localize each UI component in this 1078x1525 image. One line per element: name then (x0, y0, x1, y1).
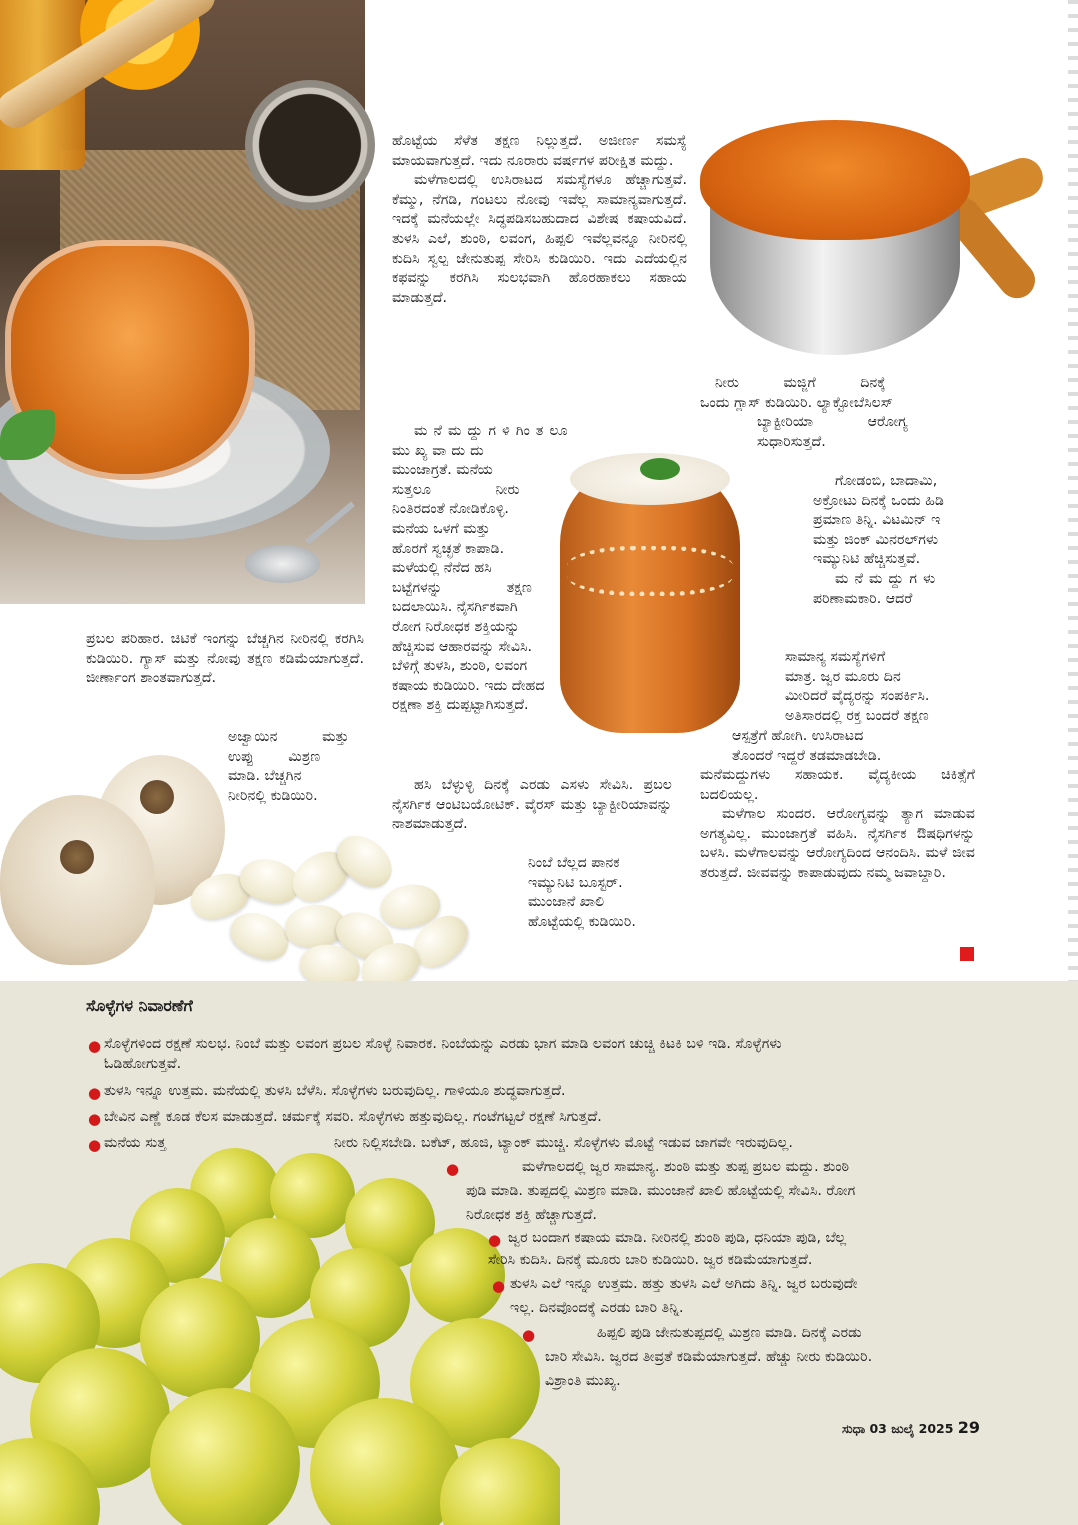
bullet-icon: ● (88, 1084, 102, 1102)
middle-line: ಮನೆಮದ್ದುಗಳಿಗಿಂತಲೂ (414, 423, 574, 439)
right-line: ತೊಂದರೆ ಇದ್ದರೆ ತಡಮಾಡಬೇಡಿ. (732, 747, 882, 764)
box-line: ಮನೆಯ ಸುತ್ತ (104, 1135, 166, 1151)
middle-line: ನಿಂತಿರದಂತೆ ನೋಡಿಕೊಳ್ಳಿ. (392, 501, 509, 518)
box-line: ಜ್ವರ ಬಂದಾಗ ಕಷಾಯ ಮಾಡಿ. ನೀರಿನಲ್ಲಿ ಶುಂಠಿ ಪುಡಿ, ಧನಿಯಾ ಪುಡಿ, ಬೆಲ್ಲ (508, 1230, 847, 1246)
right-column-bottom (700, 766, 975, 884)
middle-para-2: ಮಳೆಗಾಲದಲ್ಲಿ ಉಸಿರಾಟದ ಸಮಸ್ಯೆಗಳೂ ಹೆಚ್ಚಾಗುತ್ತವೆ. ಕೆಮ್ಮು, ನೆಗಡಿ, ಗಂಟಲು ನೋವು ಇವೆಲ್ಲ ಸಾಮಾನ್ಯವಾಗುತ್ತದೆ. ಇದಕ್ಕೆ ಮನೆಯಲ್ಲೇ ಸಿದ್ಧಪಡಿಸಬಹುದಾದ ವಿಶೇಷ ಕಷಾಯವಿದೆ. ತುಳಸಿ ಎಲೆ, ಶುಂಠಿ, ಲವಂಗ, ಹಿಪ್ಪಲಿ ಇವೆಲ್ಲವನ್ನೂ ನೀರಿನಲ್ಲಿ ಕುದಿಸಿ ಸ್ವಲ್ಪ ಜೇನುತುಪ್ಪ ಸೇರಿಸಿ ಕುಡಿಯಿರಿ. ಇದು ಎದೆಯಲ್ಲಿನ ಕಫವನ್ನು ಕರಗಿಸಿ ಸುಲಭವಾಗಿ ಹೊರಹಾಕಲು ಸಹಾಯ ಮಾಡುತ್ತದೆ. (392, 172, 687, 306)
middle-line: ಹೊರಗೆ ಸ್ವಚ್ಛತೆ ಕಾಪಾಡಿ. (392, 540, 505, 557)
bullet-icon: ● (88, 1136, 102, 1154)
middle-line: ಹೆಚ್ಚಿಸುವ ಆಹಾರವನ್ನು ಸೇವಿಸಿ. (392, 638, 533, 655)
bullet-icon: ● (522, 1326, 536, 1344)
left-line: ಮಾಡಿ. ಬೆಚ್ಚಗಿನ (228, 768, 302, 785)
page-footer (842, 1418, 980, 1437)
right-line: ಇಮ್ಯುನಿಟಿ ಹೆಚ್ಚಿಸುತ್ತವೆ. (813, 551, 921, 568)
box-line: ತುಳಸಿ ಎಲೆ ಇನ್ನೂ ಉತ್ತಮ. ಹತ್ತು ತುಳಸಿ ಎಲೆ ಅಗಿದು ತಿನ್ನಿ. ಜ್ವರ ಬರುವುದೇ (510, 1276, 858, 1292)
box-line: ಬೇವಿನ ಎಣ್ಣೆ ಕೂಡ ಕೆಲಸ ಮಾಡುತ್ತದೆ. ಚರ್ಮಕ್ಕೆ ಸವರಿ. ಸೊಳ್ಳೆಗಳು ಹತ್ತುವುದಿಲ್ಲ. ಗಂಟೆಗಟ್ಟಲೆ ರಕ್ಷಣೆ ಸಿಗುತ್ತದೆ. (104, 1109, 602, 1125)
box-line: ಹಿಪ್ಪಲಿ ಪುಡಿ ಜೇನುತುಪ್ಪದಲ್ಲಿ ಮಿಶ್ರಣ ಮಾಡಿ. ದಿನಕ್ಕೆ ಎರಡು (597, 1325, 862, 1341)
right-line: ಪರಿಣಾಮಕಾರಿ. ಆದರೆ (813, 590, 913, 607)
box-line: ತುಳಸಿ ಇನ್ನೂ ಉತ್ತಮ. ಮನೆಯಲ್ಲಿ ತುಳಸಿ ಬೆಳೆಸಿ. ಸೊಳ್ಳೆಗಳು ಬರುವುದಿಲ್ಲ. ಗಾಳಿಯೂ ಶುದ್ಧವಾಗುತ್ತದೆ. (104, 1083, 566, 1099)
box-line: ಓಡಿಹೋಗುತ್ತವೆ. (104, 1056, 182, 1072)
bullet-icon: ● (492, 1277, 506, 1295)
left-line: ನೀರಿನಲ್ಲಿ ಕುಡಿಯಿರಿ. (228, 787, 318, 804)
middle-line: ಮಳೆಯಲ್ಲಿ ನೆನೆದ ಹಸಿ (392, 560, 492, 577)
right-line: ಮನೆಮದ್ದುಗಳು (835, 570, 942, 587)
bullet-icon: ● (446, 1160, 460, 1178)
turmeric-powder-photo (700, 100, 1060, 362)
middle-column-bottom (528, 854, 670, 932)
middle-line: ನಿಂಬೆ ಬೆಲ್ಲದ ಪಾನಕ (528, 855, 620, 871)
buttermilk-pot-photo (555, 438, 745, 738)
right-line: ಗೋಡಂಬಿ, ಬಾದಾಮಿ, (835, 473, 938, 489)
middle-line: ಬಟ್ಟೆಗಳನ್ನು ತಕ್ಷಣ (392, 579, 532, 596)
box-line: ವಿಶ್ರಾಂತಿ ಮುಖ್ಯ. (545, 1373, 621, 1389)
right-line: ನೀರು ಮಜ್ಜಿಗೆ ದಿನಕ್ಕೆ (715, 375, 886, 391)
middle-line: ಮನೆಯ ಒಳಗೆ ಮತ್ತು (392, 520, 490, 537)
bullet-icon: ● (88, 1037, 102, 1055)
left-para-1: ಪ್ರಬಲ ಪರಿಹಾರ. ಚಿಟಿಕೆ ಇಂಗನ್ನು ಬೆಚ್ಚಗಿನ ನೀರಿನಲ್ಲಿ ಕರಗಿಸಿ ಕುಡಿಯಿರಿ. ಗ್ಯಾಸ್ ಮತ್ತು ನೋವು ತಕ್ಷಣ ಕಡಿಮೆಯಾಗುತ್ತದೆ. ಜೀರ್ಣಾಂಗ ಶಾಂತವಾಗುತ್ತದೆ. (86, 631, 364, 687)
box-line: ಸೊಳ್ಳೆಗಳಿಂದ ರಕ್ಷಣೆ ಸುಲಭ. ನಿಂಬೆ ಮತ್ತು ಲವಂಗ ಪ್ರಬಲ ಸೊಳ್ಳೆ ನಿವಾರಕ. ನಿಂಬೆಯನ್ನು ಎರಡು ಭಾಗ ಮಾಡಿ ಲವಂಗ ಚುಚ್ಚಿ ಕಿಟಕಿ ಬಳಿ ಇಡಿ. ಸೊಳ್ಳೆಗಳು (104, 1036, 782, 1052)
bullet-icon: ● (88, 1110, 102, 1128)
garlic-photo (0, 745, 480, 980)
right-column-top (700, 374, 975, 413)
right-line: ಮತ್ತು ಜಿಂಕ್ ಮಿನರಲ್‌ಗಳು (813, 531, 939, 548)
box-line: ಮಳೆಗಾಲದಲ್ಲಿ ಜ್ವರ ಸಾಮಾನ್ಯ. ಶುಂಠಿ ಮತ್ತು ತುಪ್ಪ ಪ್ರಬಲ ಮದ್ದು. ಶುಂಠಿ (522, 1159, 850, 1175)
box-line: ನೀರು ನಿಲ್ಲಿಸಬೇಡಿ. ಬಕೆಟ್, ಹೂಜಿ, ಟ್ಯಾಂಕ್ ಮುಚ್ಚಿ. ಸೊಳ್ಳೆಗಳು ಮೊಟ್ಟೆ ಇಡುವ ಜಾಗವೇ ಇರುವುದಿಲ್ಲ. (334, 1135, 793, 1151)
middle-line: ಕಷಾಯ ಕುಡಿಯಿರಿ. ಇದು ದೇಹದ (392, 677, 545, 694)
box-line: ಪುಡಿ ಮಾಡಿ. ತುಪ್ಪದಲ್ಲಿ ಮಿಶ್ರಣ ಮಾಡಿ. ಮುಂಜಾನೆ ಖಾಲಿ ಹೊಟ್ಟೆಯಲ್ಲಿ ಸೇವಿಸಿ. ರೋಗ (466, 1183, 856, 1199)
right-line: ಮೀರಿದರೆ ವೈದ್ಯರನ್ನು ಸಂಪರ್ಕಿಸಿ. (785, 688, 930, 705)
end-of-article-mark (960, 947, 974, 961)
right-para-last: ಮಳೆಗಾಲ ಸುಂದರ. ಆರೋಗ್ಯವನ್ನು ತ್ಯಾಗ ಮಾಡುವ ಅಗತ್ಯವಿಲ್ಲ. ಮುಂಜಾಗ್ರತೆ ವಹಿಸಿ. ನೈಸರ್ಗಿಕ ಔಷಧಿಗಳನ್ನು ಬಳಸಿ. ಮಳೆಗಾಲವನ್ನು ಆರೋಗ್ಯದಿಂದ ಆನಂದಿಸಿ. ಮಳೆ ಜೀವ ತರುತ್ತದೆ. ಜೀವವನ್ನು ಕಾಪಾಡುವುದು ನಮ್ಮ ಜವಾಬ್ದಾರಿ. (700, 806, 975, 881)
middle-line: ಬೆಳಿಗ್ಗೆ ತುಳಸಿ, ಶುಂಠಿ, ಲವಂಗ (392, 658, 528, 675)
right-line: ಬ್ಯಾಕ್ಟೀರಿಯಾ ಆರೋಗ್ಯ (757, 414, 908, 430)
right-column-narrow (757, 413, 975, 452)
right-column-narrower (813, 472, 975, 609)
right-line: ಆಸ್ಪತ್ರೆಗೆ ಹೋಗಿ. ಉಸಿರಾಟದ (732, 728, 864, 744)
right-column-mid (785, 648, 975, 726)
right-line: ಸುಧಾರಿಸುತ್ತದೆ. (757, 433, 826, 450)
right-column-wide (732, 727, 975, 766)
middle-line: ಮುಂಜಾನೆ ಖಾಲಿ (528, 894, 605, 911)
box-line: ಇಲ್ಲ. ದಿನವೊಂದಕ್ಕೆ ಎರಡು ಬಾರಿ ತಿನ್ನಿ. (510, 1300, 684, 1316)
page-number: 29 (957, 1418, 981, 1437)
right-line: ಮಾತ್ರ. ಜ್ವರ ಮೂರು ದಿನ (785, 668, 901, 685)
middle-para-1: ಹೊಟ್ಟೆಯ ಸೆಳೆತ ತಕ್ಷಣ ನಿಲ್ಲುತ್ತದೆ. ಅಜೀರ್ಣ ಸಮಸ್ಯೆ ಮಾಯವಾಗುತ್ತದೆ. ಇದು ನೂರಾರು ವರ್ಷಗಳ ಪರೀಕ್ಷಿತ ಮದ್ದು. (392, 133, 687, 169)
bullet-icon: ● (488, 1231, 502, 1249)
right-line: ಅತಿಸಾರದಲ್ಲಿ ರಕ್ತ ಬಂದರೆ ತಕ್ಷಣ (785, 707, 929, 724)
right-line: ಅಕ್ರೋಟು ದಿನಕ್ಕೆ ಒಂದು ಹಿಡಿ (813, 492, 944, 509)
middle-line: ಮುಖ್ಯವಾದುದು (392, 442, 489, 459)
right-line: ಮನೆಮದ್ದುಗಳು ಸಹಾಯಕ. ವೈದ್ಯಕೀಯ ಚಿಕಿತ್ಸೆಗೆ ಬದಲಿಯಲ್ಲ. (700, 767, 975, 803)
left-line: ಅಜ್ವಾಯಿನ ಮತ್ತು (228, 729, 349, 745)
box-line: ಸೇರಿಸಿ ಕುದಿಸಿ. ದಿನಕ್ಕೆ ಮೂರು ಬಾರಿ ಕುಡಿಯಿರಿ. ಜ್ವರ ಕಡಿಮೆಯಾಗುತ್ತದೆ. (488, 1252, 813, 1268)
left-column-text (86, 630, 364, 689)
middle-line: ರೋಗ ನಿರೋಧಕ ಶಕ್ತಿಯನ್ನು (392, 618, 520, 635)
magazine-issue: ಸುಧಾ 03 ಜುಲೈ 2025 (842, 1421, 954, 1436)
middle-line: ರಕ್ಷಣಾ ಶಕ್ತಿ ದುಪ್ಪಟ್ಟಾಗಿಸುತ್ತದೆ. (392, 697, 529, 714)
lemons-photo (0, 1148, 560, 1525)
middle-line: ಹೊಟ್ಟೆಯಲ್ಲಿ ಕುಡಿಯಿರಿ. (528, 913, 636, 930)
box-line: ನಿರೋಧಕ ಶಕ್ತಿ ಹೆಚ್ಚಾಗುತ್ತದೆ. (466, 1207, 597, 1223)
box-line: ಬಾರಿ ಸೇವಿಸಿ. ಜ್ವರದ ತೀವ್ರತೆ ಕಡಿಮೆಯಾಗುತ್ತದೆ. ಹೆಚ್ಚು ನೀರು ಕುಡಿಯಿರಿ. (545, 1349, 873, 1365)
middle-para-4: ಹಸಿ ಬೆಳ್ಳುಳ್ಳಿ ದಿನಕ್ಕೆ ಎರಡು ಎಸಳು ಸೇವಿಸಿ. ಪ್ರಬಲ ನೈಸರ್ಗಿಕ ಆಂಟಿಬಯೋಟಿಕ್. ವೈರಸ್ ಮತ್ತು ಬ್ಯಾಕ್ಟೀರಿಯಾವನ್ನು ನಾಶಮಾಡುತ್ತದೆ. (392, 777, 672, 833)
herbal-tea-photo (0, 0, 365, 604)
box-title: ಸೊಳ್ಳೆಗಳ ನಿವಾರಣೆಗೆ (86, 996, 193, 1015)
middle-line: ಇಮ್ಯುನಿಟಿ ಬೂಸ್ಟರ್. (528, 874, 623, 891)
right-line: ಸಾಮಾನ್ಯ ಸಮಸ್ಯೆಗಳಿಗೆ (785, 649, 886, 665)
left-line: ಉಪ್ಪು ಮಿಶ್ರಣ (228, 748, 321, 765)
middle-column-text (392, 132, 687, 308)
middle-line: ಬದಲಾಯಿಸಿ. ನೈಸರ್ಗಿಕವಾಗಿ (392, 599, 518, 616)
right-line: ಪ್ರಮಾಣ ತಿನ್ನಿ. ವಿಟಮಿನ್ ಇ (813, 512, 941, 529)
middle-line: ಸುತ್ತಲೂ ನೀರು (392, 481, 520, 498)
right-line: ಒಂದು ಗ್ಲಾಸ್ ಕುಡಿಯಿರಿ. ಲ್ಯಾಕ್ಟೋಬೆಸಿಲಸ್ (700, 394, 893, 411)
middle-line: ಮುಂಜಾಗ್ರತೆ. ಮನೆಯ (392, 462, 493, 479)
